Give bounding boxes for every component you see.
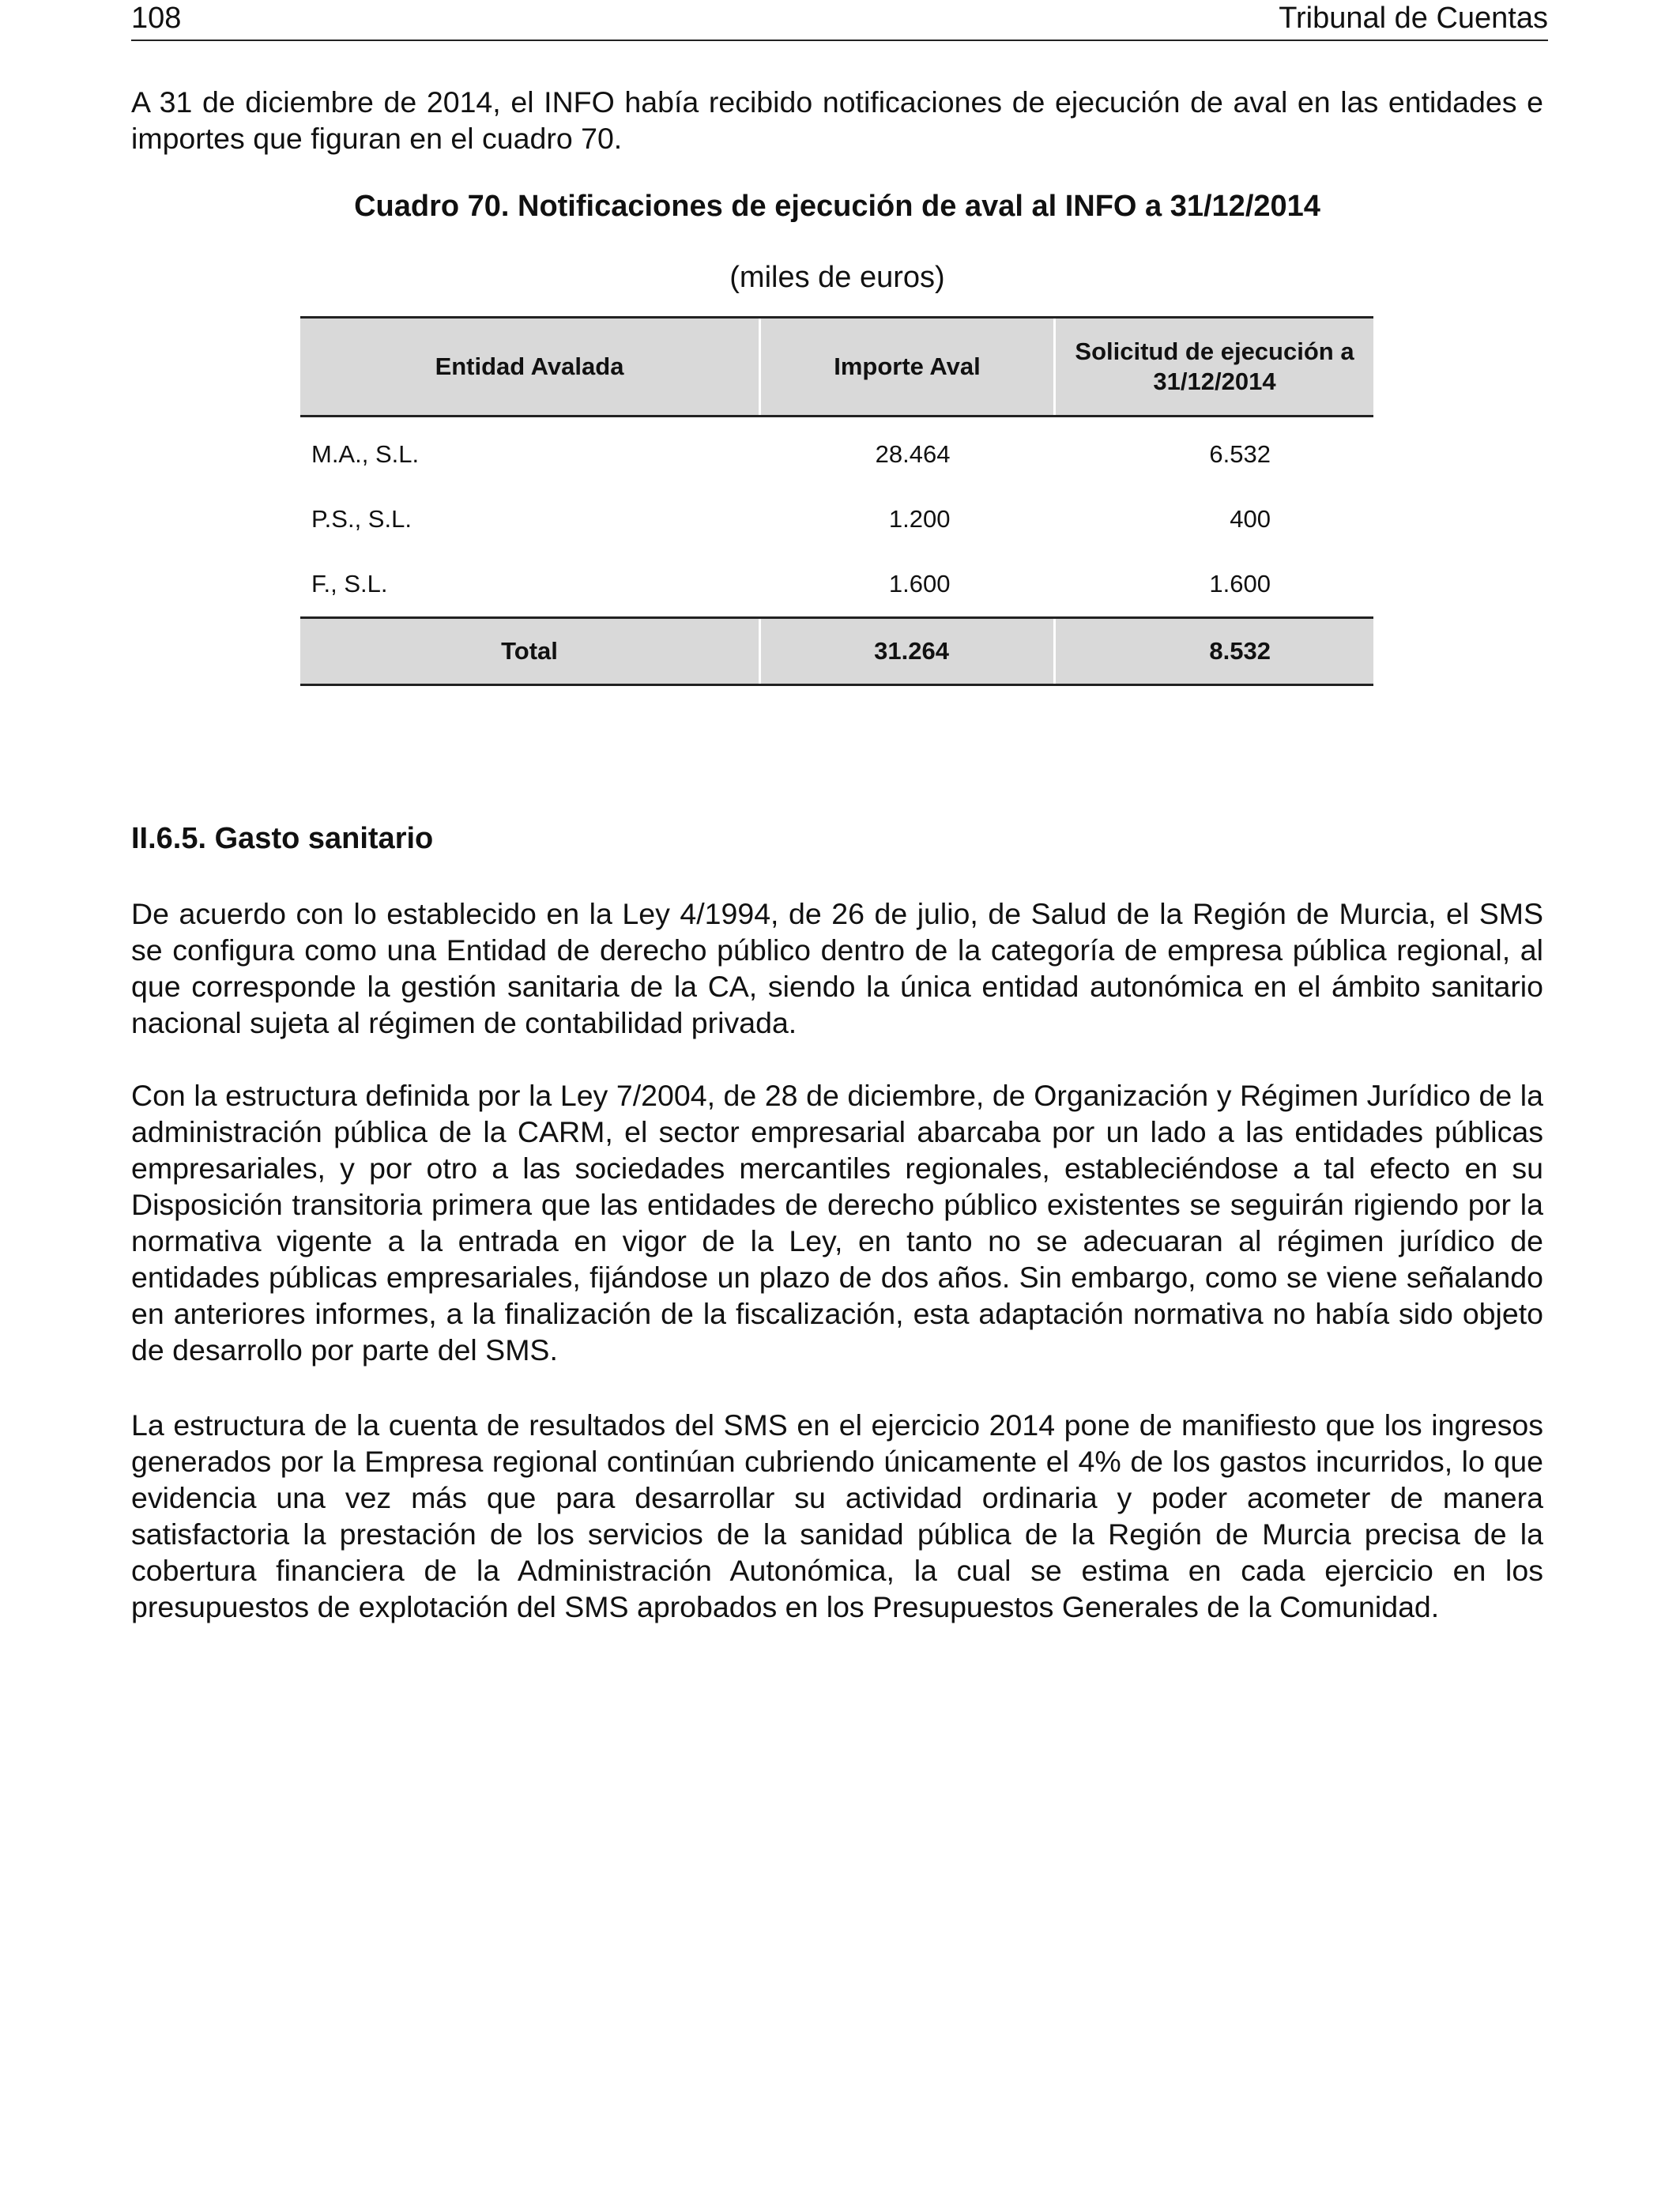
row-request: 400 (1230, 505, 1271, 533)
header-request-line1: Solicitud de ejecución a (1075, 337, 1354, 365)
table-total-row (300, 618, 1373, 685)
page-header (131, 0, 1548, 41)
table-header-row (300, 318, 1373, 417)
page-number: 108 (131, 2, 182, 35)
total-request: 8.532 (1055, 618, 1374, 685)
header-request-line2: 31/12/2014 (1153, 368, 1276, 395)
table-caption: Cuadro 70. Notificaciones de ejecución de aval al INFO a 31/12/2014 (354, 190, 1320, 223)
table-row (300, 552, 1373, 618)
header-title: Tribunal de Cuentas (1279, 2, 1548, 35)
row-request: 6.532 (1209, 440, 1271, 468)
section-paragraph-1: De acuerdo con lo establecido en la Ley 4/1994, de 26 de julio, de Salud de la Región de Murcia, el SMS se configura como una Entidad de derecho público dentro de la categoría de empresa pública regional, al que corresponde la gestión sanitaria de la CA, siendo la única entidad autonómica en el ámbito sanitario nacional sujeta al régimen de contabilidad privada. (131, 897, 1543, 1039)
section-title: II.6.5. Gasto sanitario (131, 822, 434, 855)
header-request (1055, 318, 1374, 417)
table-row (300, 417, 1373, 488)
intro-paragraph: A 31 de diciembre de 2014, el INFO había recibido notificaciones de ejecución de aval en las entidades e importes que figuran en el cuadro 70. (131, 85, 1543, 155)
header-entity: Entidad Avalada (300, 318, 760, 417)
section-paragraph-3: La estructura de la cuenta de resultados del SMS en el ejercicio 2014 pone de manifiesto que los ingresos generados por la Empresa regional continúan cubriendo únicamente el 4% de los gastos incurridos, lo que evidencia una vez más que para desarrollar su actividad ordinaria y poder acometer de manera satisfactoria la prestación de los servicios de la sanidad pública de la Región de Murcia precisa de la cobertura financiera de la Administración Autonómica, la cual se estima en cada ejercicio en los presupuestos de explotación del SMS aprobados en los Presupuestos Generales de la Comunidad. (131, 1408, 1543, 1623)
aval-table (300, 316, 1373, 686)
row-entity: F., S.L. (311, 570, 388, 598)
row-amount: 1.600 (888, 570, 951, 598)
section-paragraph-2: Con la estructura definida por la Ley 7/2004, de 28 de diciembre, de Organización y Régimen Jurídico de la administración pública de la CARM, el sector empresarial abarcaba por un lado a las entidades públicas empresariales, y por otro a las sociedades mercantiles regionales, estableciéndose a tal efecto en su Disposición transitoria primera que las entidades de derecho público existentes se seguirán rigiendo por la normativa vigente a la entrada en vigor de la Ley, en tanto no se adecuaran al régimen jurídico de entidades públicas empresariales, fijándose un plazo de dos años. Sin embargo, como se viene señalando en anteriores informes, a la finalización de la fiscalización, esta adaptación normativa no había sido objeto de desarrollo por parte del SMS. (131, 1079, 1543, 1367)
total-amount: 31.264 (760, 618, 1055, 685)
header-amount: Importe Aval (760, 318, 1055, 417)
row-request: 1.600 (1209, 570, 1271, 598)
table-units: (miles de euros) (729, 261, 945, 294)
row-entity: P.S., S.L. (311, 505, 412, 533)
row-amount: 1.200 (888, 505, 951, 533)
row-amount: 28.464 (875, 440, 951, 468)
table-row (300, 487, 1373, 552)
row-entity: M.A., S.L. (311, 440, 420, 468)
total-label: Total (300, 618, 760, 685)
